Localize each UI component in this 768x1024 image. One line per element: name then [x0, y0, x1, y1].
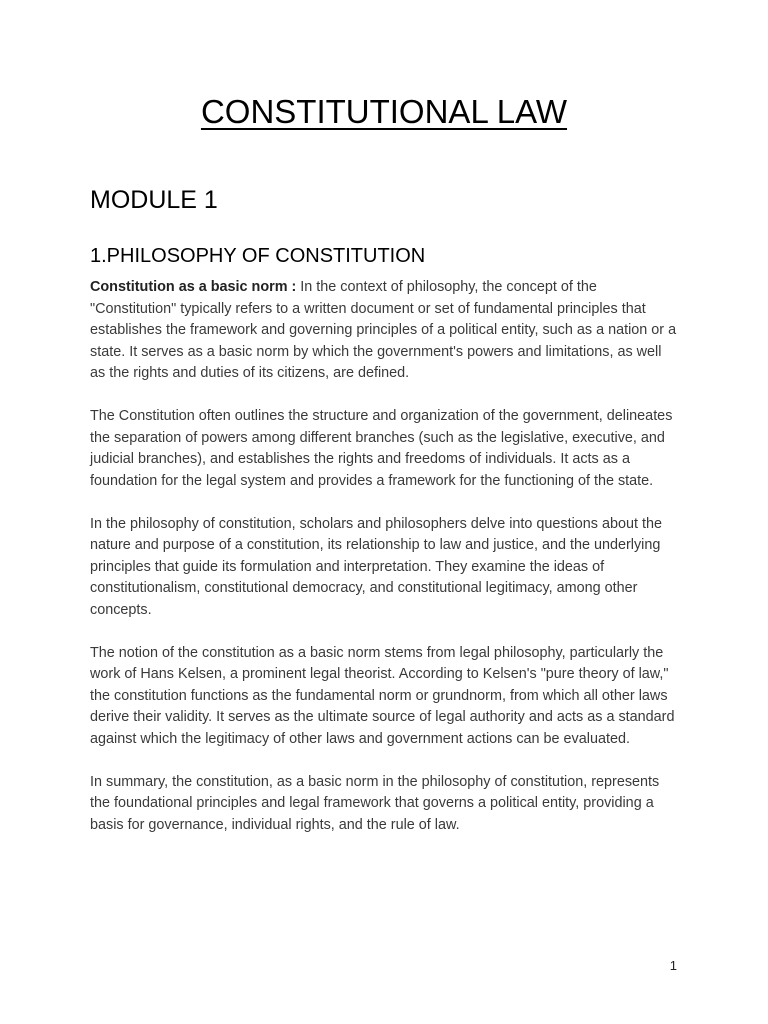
paragraph-2: The Constitution often outlines the structure and organization of the government, delineates the separation of powers among different branches (such as the legislative, executive, and judicial branches), and establishes the rights and freedoms of individuals. It acts as a foundation for the legal system and provides a framework for the functioning of the state.	[90, 408, 673, 489]
paragraph-1-lead-term: Constitution as a basic norm :	[90, 279, 297, 295]
module-heading: MODULE 1	[90, 186, 218, 214]
document-body	[90, 277, 680, 858]
document-title: CONSTITUTIONAL LAW	[200, 93, 568, 130]
paragraph-1-text: In the context of philosophy, the concept of the "Constitution" typically refers to a written document or set of fundamental principles that establishes the framework and governing principles of a political entity, such as a nation or a state. It serves as a basic norm by which the government's powers and limitations, as well as the rights and duties of its citizens, are defined.	[90, 279, 677, 381]
page-number: 1	[669, 958, 677, 973]
paragraph-3: In the philosophy of constitution, scholars and philosophers delve into questions about the nature and purpose of a constitution, its relationship to law and justice, and the underlying principles that guide its formulation and interpretation. They examine the ideas of constitutionalism, constitutional democracy, and constitutional legitimacy, among other concepts.	[90, 515, 663, 618]
paragraph-5: In summary, the constitution, as a basic norm in the philosophy of constitution, represents the foundational principles and legal framework that governs a political entity, providing a basis for governance, individual rights, and the rule of law.	[90, 773, 660, 833]
paragraph-1	[90, 277, 680, 385]
paragraph-4: The notion of the constitution as a basic norm stems from legal philosophy, particularly the work of Hans Kelsen, a prominent legal theorist. According to Kelsen's "pure theory of law," the constitution functions as the fundamental norm or grundnorm, from which all other laws derive their validity. It serves as the ultimate source of legal authority and acts as a standard against which the legitimacy of other laws and government actions can be evaluated.	[90, 644, 675, 747]
section-heading: 1.PHILOSOPHY OF CONSTITUTION	[90, 245, 426, 267]
